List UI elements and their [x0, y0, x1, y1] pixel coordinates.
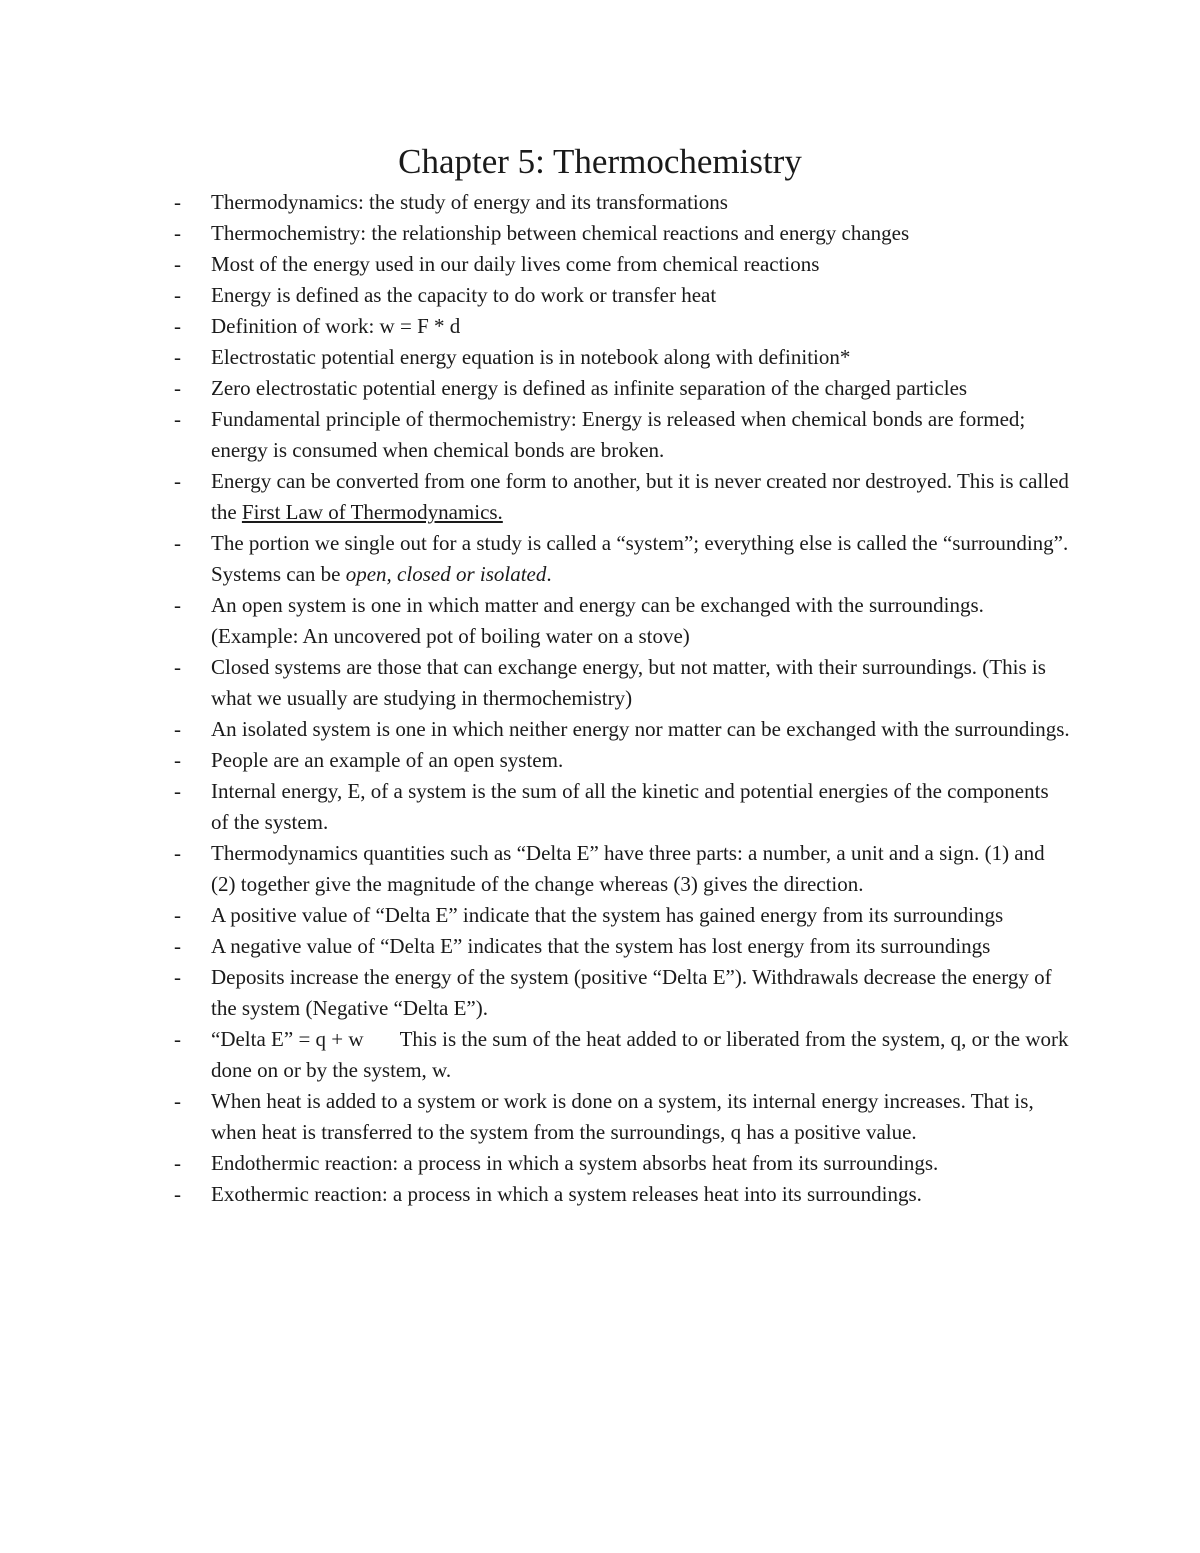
bullet-dash: -: [174, 1027, 181, 1051]
bullet-dash: -: [174, 1151, 181, 1175]
bullet-dash: -: [174, 903, 181, 927]
list-item: [0, 931, 1071, 962]
list-item: [0, 838, 1071, 900]
bullet-dash: -: [174, 252, 181, 276]
notes-list: [0, 187, 1200, 1210]
bullet-dash: -: [174, 779, 181, 803]
bullet-dash: -: [174, 841, 181, 865]
bullet-dash: -: [174, 655, 181, 679]
bullet-dash: -: [174, 748, 181, 772]
item-text-continued: This is the sum of the heat added to or liberated from the system, q, or the work done on or by the system, w.: [211, 1027, 1069, 1082]
item-text: A negative value of “Delta E” indicates that the system has lost energy from its surroundings: [211, 934, 991, 958]
item-text: Zero electrostatic potential energy is defined as infinite separation of the charged particles: [211, 376, 968, 400]
list-item: [0, 342, 1071, 373]
item-text: When heat is added to a system or work is done on a system, its internal energy increases. That is, when heat is transferred to the system from the surroundings, q has a positive value.: [211, 1089, 1034, 1144]
item-text: Endothermic reaction: a process in which a system absorbs heat from its surroundings.: [211, 1151, 939, 1175]
bullet-dash: -: [174, 376, 181, 400]
list-item: [0, 745, 1071, 776]
item-text: Most of the energy used in our daily lives come from chemical reactions: [211, 252, 820, 276]
list-item: [0, 218, 1071, 249]
list-item: [0, 652, 1071, 714]
item-text: Definition of work: w = F * d: [211, 314, 461, 338]
bullet-dash: -: [174, 314, 181, 338]
list-item: [0, 249, 1071, 280]
first-law-underlined-text: First Law of Thermodynamics.: [241, 500, 503, 524]
bullet-dash: -: [174, 593, 181, 617]
item-text: Fundamental principle of thermochemistry: Energy is released when chemical bonds are formed; energy is consumed when chemical bonds are broken.: [211, 407, 1026, 462]
list-item: [0, 714, 1071, 745]
list-item: [0, 1086, 1071, 1148]
bullet-dash: -: [174, 221, 181, 245]
bullet-dash: -: [174, 934, 181, 958]
list-item: [0, 962, 1071, 1024]
bullet-dash: -: [174, 965, 181, 989]
item-text: Energy can be converted from one form to another, but it is never created nor destroyed. This is called the: [211, 469, 1069, 524]
list-item: [0, 466, 1071, 528]
list-item: [0, 776, 1071, 838]
list-item: [0, 528, 1071, 590]
item-text: “Delta E” = q + w: [211, 1027, 364, 1051]
page-title: Chapter 5: Thermochemistry: [398, 142, 802, 181]
bullet-dash: -: [174, 283, 181, 307]
bullet-dash: -: [174, 407, 181, 431]
item-text: Thermodynamics quantities such as “Delta E” have three parts: a number, a unit and a sign. (1) and (2) together give the magnitude of the change whereas (3) gives the direction.: [211, 841, 1045, 896]
bullet-dash: -: [174, 1089, 181, 1113]
item-text: Thermodynamics: the study of energy and its transformations: [211, 190, 728, 214]
item-text: Exothermic reaction: a process in which a system releases heat into its surroundings.: [211, 1182, 922, 1206]
list-item: [0, 1179, 1071, 1210]
item-text: An open system is one in which matter and energy can be exchanged with the surroundings. (Example: An uncovered pot of boiling water on a stove): [211, 593, 984, 648]
bullet-dash: -: [174, 1182, 181, 1206]
bullet-dash: -: [174, 190, 181, 214]
bullet-dash: -: [174, 717, 181, 741]
item-text: The portion we single out for a study is called a “system”; everything else is called the “surrounding”. Systems can be: [211, 531, 1069, 586]
list-item: [0, 404, 1071, 466]
bullet-dash: -: [174, 531, 181, 555]
list-item: [0, 900, 1071, 931]
item-text: An isolated system is one in which neither energy nor matter can be exchanged with the surroundings.: [211, 717, 1070, 741]
item-text: Deposits increase the energy of the system (positive “Delta E”). Withdrawals decrease the energy of the system (Negative “Delta E”).: [211, 965, 1052, 1020]
item-text: Closed systems are those that can exchange energy, but not matter, with their surroundings. (This is what we usually are studying in thermochemistry): [211, 655, 1046, 710]
item-text-end: .: [546, 562, 552, 586]
list-item: [0, 373, 1071, 404]
item-text: A positive value of “Delta E” indicate that the system has gained energy from its surroundings: [211, 903, 1004, 927]
item-text: People are an example of an open system.: [211, 748, 564, 772]
bullet-dash: -: [174, 469, 181, 493]
list-item: [0, 280, 1071, 311]
list-item: [0, 1024, 1071, 1086]
item-text: Internal energy, E, of a system is the sum of all the kinetic and potential energies of the components of the system.: [211, 779, 1049, 834]
item-text: Electrostatic potential energy equation is in notebook along with definition*: [211, 345, 851, 369]
list-item: [0, 590, 1071, 652]
bullet-dash: -: [174, 345, 181, 369]
list-item: [0, 311, 1071, 342]
item-text: Thermochemistry: the relationship between chemical reactions and energy changes: [211, 221, 910, 245]
list-item: [0, 187, 1071, 218]
system-types-italic-text: open, closed or isolated: [345, 562, 547, 586]
list-item: [0, 1148, 1071, 1179]
item-text: Energy is defined as the capacity to do work or transfer heat: [211, 283, 717, 307]
